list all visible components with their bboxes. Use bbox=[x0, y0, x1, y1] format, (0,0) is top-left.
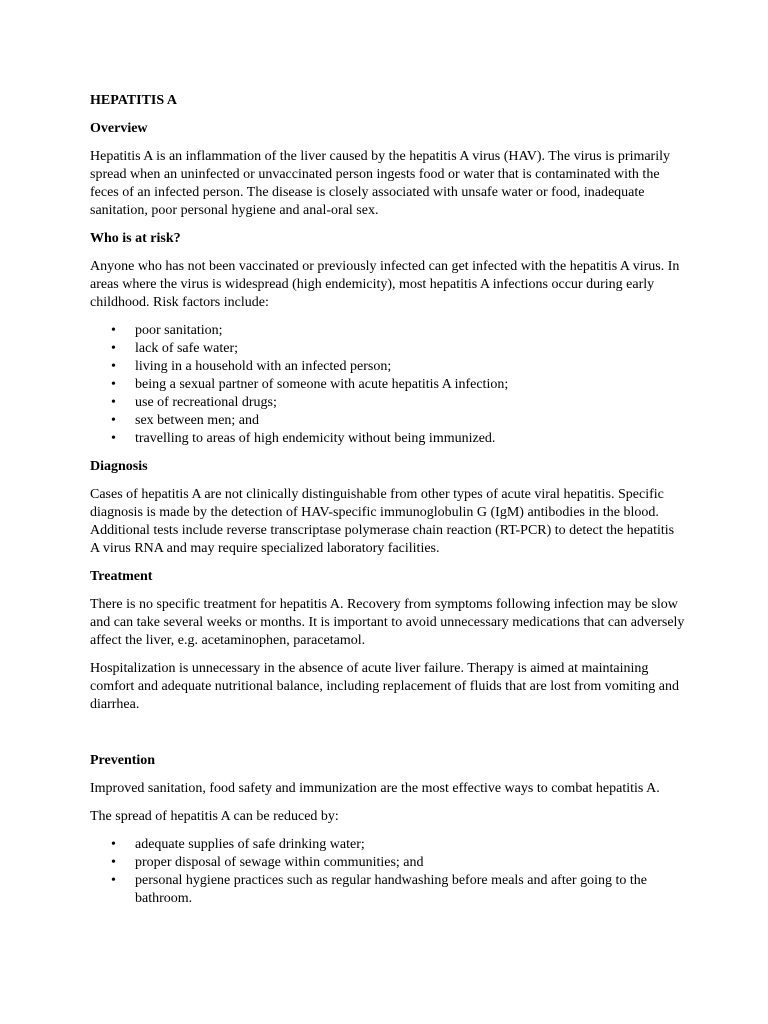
treatment-paragraph-2: Hospitalization is unnecessary in the absence of acute liver failure. Therapy is aimed at maintaining comfort and adequate nutritional balance, including replacement of fluids that are lost from vomiting and diarrhea. bbox=[90, 661, 679, 712]
bullet-icon: • bbox=[111, 395, 116, 410]
list-item bbox=[90, 854, 686, 872]
list-item bbox=[90, 322, 686, 340]
bullet-icon: • bbox=[111, 873, 116, 888]
bullet-icon: • bbox=[111, 837, 116, 852]
list-item-text: poor sanitation; bbox=[135, 323, 223, 338]
list-item bbox=[90, 430, 686, 448]
list-item-text: living in a household with an infected person; bbox=[135, 359, 392, 374]
bullet-icon: • bbox=[111, 359, 116, 374]
treatment-paragraph-1: There is no specific treatment for hepatitis A. Recovery from symptoms following infection may be slow and can take several weeks or months. It is important to avoid unnecessary medications that can adversely affect the liver, e.g. acetaminophen, paracetamol. bbox=[90, 597, 685, 648]
list-item bbox=[90, 376, 686, 394]
list-item-text: travelling to areas of high endemicity without being immunized. bbox=[135, 431, 496, 446]
diagnosis-paragraph: Cases of hepatitis A are not clinically distinguishable from other types of acute viral hepatitis. Specific diagnosis is made by the detection of HAV-specific immunoglobulin G (IgM) antibodies in the blood. Additional tests include reverse transcriptase polymerase chain reaction (RT-PCR) to detect the hepatitis A virus RNA and may require specialized laboratory facilities. bbox=[90, 487, 675, 556]
document-page bbox=[90, 92, 686, 918]
treatment-heading: Treatment bbox=[90, 569, 153, 584]
list-item-text: proper disposal of sewage within communities; and bbox=[135, 855, 424, 870]
bullet-icon: • bbox=[111, 431, 116, 446]
prevention-measures-list bbox=[90, 836, 686, 908]
section-spacer bbox=[90, 724, 686, 752]
bullet-icon: • bbox=[111, 323, 116, 338]
list-item bbox=[90, 394, 686, 412]
list-item bbox=[90, 358, 686, 376]
list-item bbox=[90, 412, 686, 430]
list-item-text: being a sexual partner of someone with acute hepatitis A infection; bbox=[135, 377, 509, 392]
prevention-heading: Prevention bbox=[90, 753, 156, 768]
bullet-icon: • bbox=[111, 855, 116, 870]
list-item bbox=[90, 340, 686, 358]
list-item-text: lack of safe water; bbox=[135, 341, 238, 356]
list-item-text: sex between men; and bbox=[135, 413, 260, 428]
list-item bbox=[90, 836, 686, 854]
document-title: HEPATITIS A bbox=[90, 93, 178, 108]
risk-paragraph: Anyone who has not been vaccinated or previously infected can get infected with the hepatitis A virus. In areas where the virus is widespread (high endemicity), most hepatitis A infections occur during early childhood. Risk factors include: bbox=[90, 259, 680, 310]
bullet-icon: • bbox=[111, 341, 116, 356]
risk-heading: Who is at risk? bbox=[90, 231, 181, 246]
bullet-icon: • bbox=[111, 413, 116, 428]
bullet-icon: • bbox=[111, 377, 116, 392]
list-item-text: adequate supplies of safe drinking water; bbox=[135, 837, 365, 852]
list-item bbox=[90, 872, 686, 908]
overview-paragraph: Hepatitis A is an inflammation of the liver caused by the hepatitis A virus (HAV). The virus is primarily spread when an uninfected or unvaccinated person ingests food or water that is contaminated with the feces of an infected person. The disease is closely associated with unsafe water or food, inadequate sanitation, poor personal hygiene and anal-oral sex. bbox=[90, 149, 671, 218]
prevention-paragraph-2: The spread of hepatitis A can be reduced by: bbox=[90, 809, 339, 824]
list-item-text: personal hygiene practices such as regular handwashing before meals and after going to the bathroom. bbox=[135, 873, 647, 906]
diagnosis-heading: Diagnosis bbox=[90, 459, 148, 474]
list-item-text: use of recreational drugs; bbox=[135, 395, 277, 410]
risk-factors-list bbox=[90, 322, 686, 448]
overview-heading: Overview bbox=[90, 121, 148, 136]
prevention-paragraph-1: Improved sanitation, food safety and immunization are the most effective ways to combat hepatitis A. bbox=[90, 781, 660, 796]
